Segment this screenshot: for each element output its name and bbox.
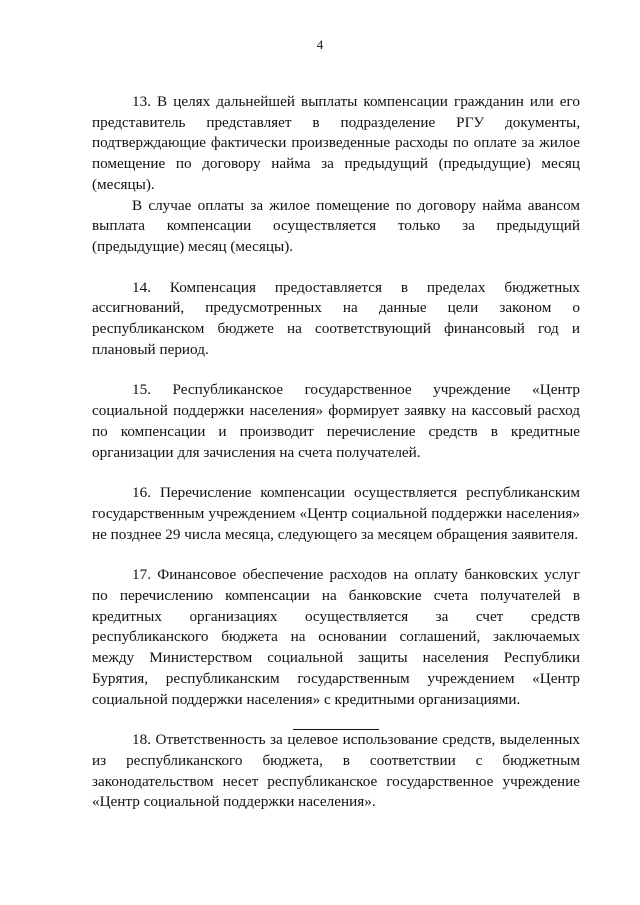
paragraph-14: 14. Компенсация предоставляется в пределах бюджетных ассигнований, предусмотренных на данные цели законом о республиканском бюджете на соответствующий финансовый год и плановый период. <box>92 278 580 358</box>
document-body <box>92 92 580 813</box>
paragraph-13: 13. В целях дальнейшей выплаты компенсации гражданин или его представитель представляет в подразделение РГУ документы, подтверждающие фактически произведенные расходы по оплате за жилое помещение по договору найма за предыдущий (предыдущие) месяц (месяцы). <box>92 93 580 193</box>
paragraph-17: 17. Финансовое обеспечение расходов на оплату банковских услуг по перечислению компенсации на банковские счета получателей в кредитных организациях осуществляется за счет средств республиканского бюджета на основании соглашений, заключаемых между Министерством социальной защиты населения Республики Бурятия, республиканским государственным учреждением «Центр социальной поддержки населения» с кредитными организациями. <box>92 566 580 708</box>
paragraph-18: 18. Ответственность за целевое использование средств, выделенных из республиканского бюджета, в соответствии с бюджетным законодательством несет республиканское государственное учреждение «Центр социальной поддержки населения». <box>92 731 580 811</box>
page-number: 4 <box>316 37 324 52</box>
paragraph-16: 16. Перечисление компенсации осуществляется республиканским государственным учреждением «Центр социальной поддержки населения» не позднее 29 числа месяца, следующего за месяцем обращения заявителя. <box>92 484 580 543</box>
paragraph-15: 15. Республиканское государственное учреждение «Центр социальной поддержки населения» формирует заявку на кассовый расход по компенсации и производит перечисление средств в кредитные организации для зачисления на счета получателей. <box>92 381 580 461</box>
paragraph-13-continuation: В случае оплаты за жилое помещение по договору найма авансом выплата компенсации осуществляется только за предыдущий (предыдущие) месяц (месяцы). <box>92 196 580 255</box>
end-divider-line <box>293 729 379 730</box>
